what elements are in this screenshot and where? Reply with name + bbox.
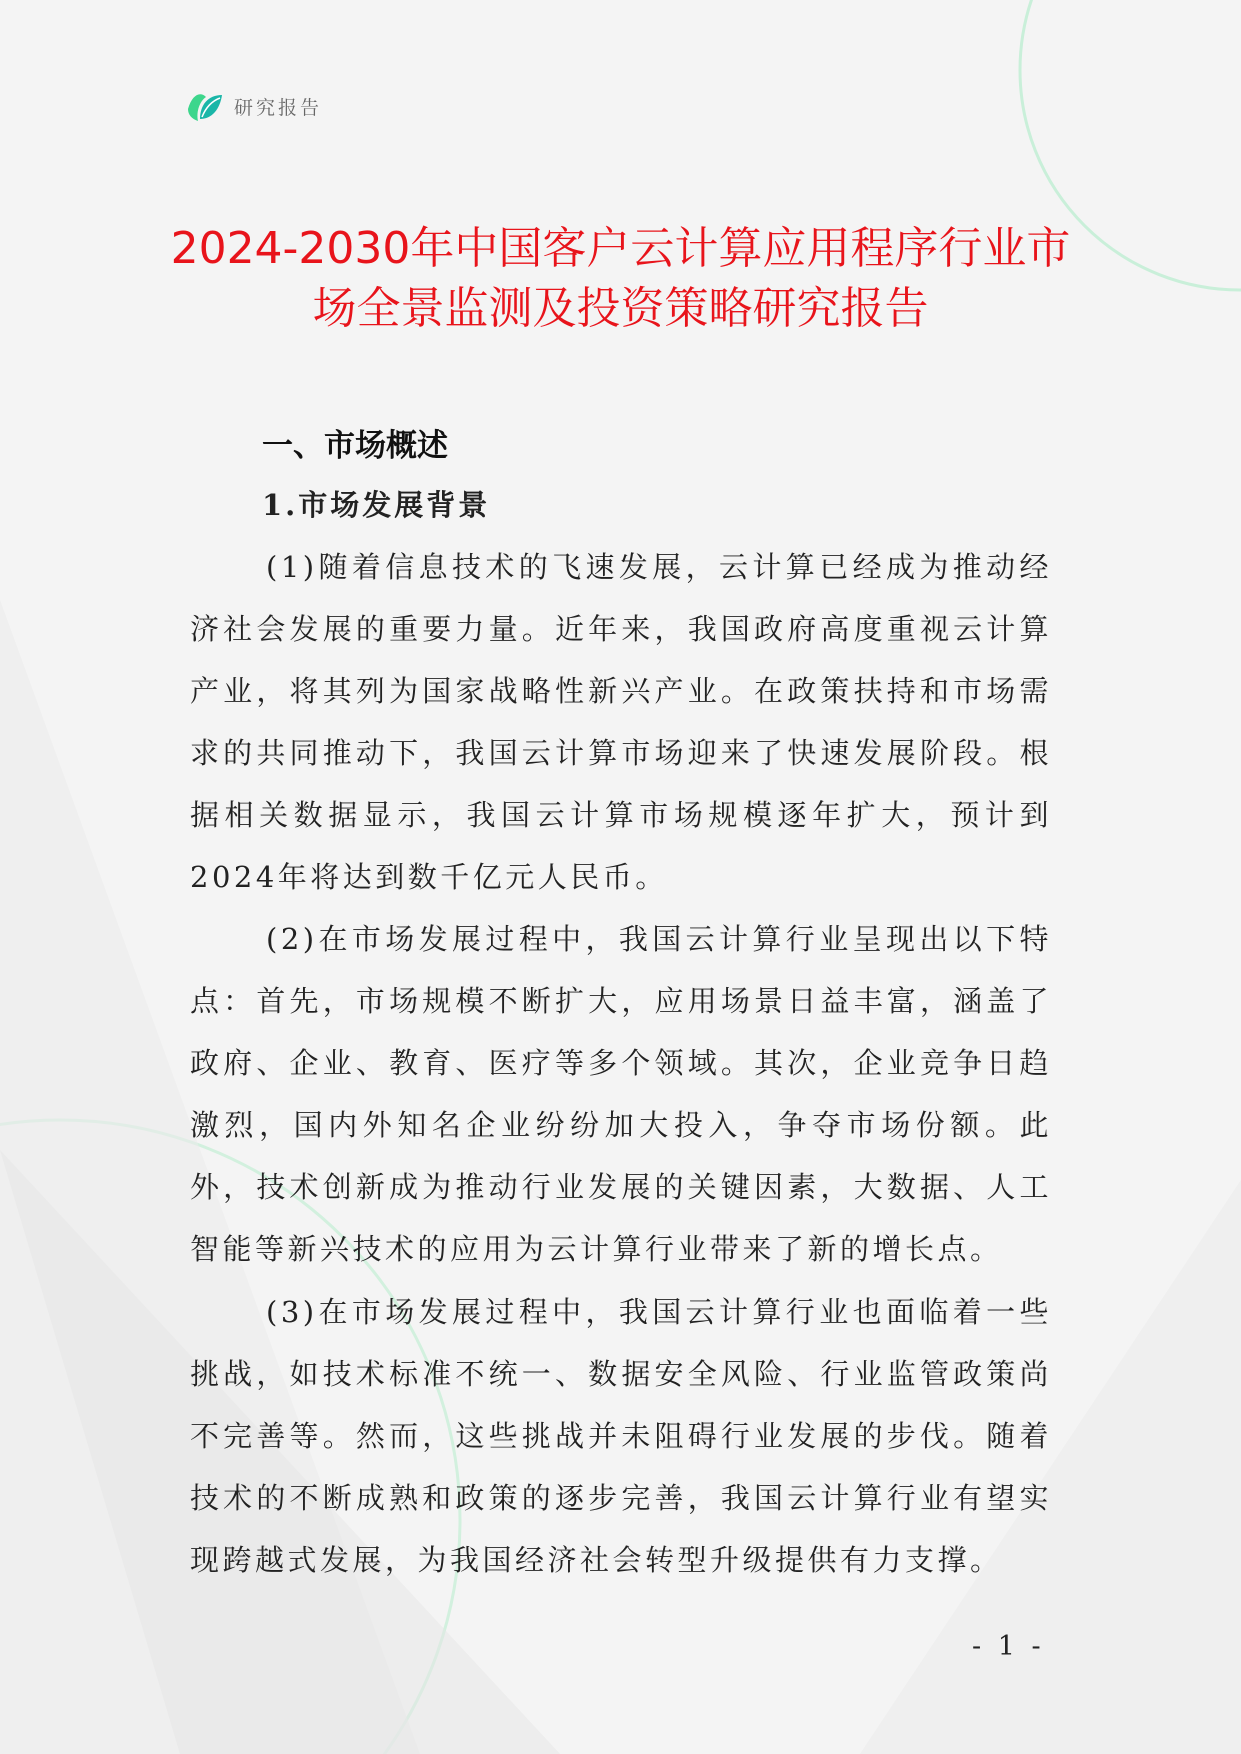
report-title: 2024-2030年中国客户云计算应用程序行业市场全景监测及投资策略研究报告: [170, 223, 1071, 334]
leaf-logo-icon: [186, 89, 224, 123]
section-heading: 一、市场概述: [262, 428, 448, 464]
subsection-heading: 1.市场发展背景: [262, 488, 491, 522]
brand-label: 研究报告: [234, 96, 323, 119]
brand-header: [186, 89, 322, 123]
body-paragraph: (2)在市场发展过程中，我国云计算行业呈现出以下特点：首先，市场规模不断扩大，应用场景日益丰富，涵盖了政府、企业、教育、医疗等多个领域。其次，企业竞争日趋激烈，国内外知名企业纷纷加大投入，争夺市场份额。此外，技术创新成为推动行业发展的关键因素，大数据、人工智能等新兴技术的应用为云计算行业带来了新的增长点。: [190, 922, 1052, 1266]
page-number: - 1 -: [972, 1631, 1045, 1662]
body-paragraph: (3)在市场发展过程中，我国云计算行业也面临着一些挑战，如技术标准不统一、数据安全风险、行业监管政策尚不完善等。然而，这些挑战并未阻碍行业发展的步伐。随着技术的不断成熟和政策的逐步完善，我国云计算行业有望实现跨越式发展，为我国经济社会转型升级提供有力支撑。: [190, 1295, 1052, 1577]
body-paragraph: (1)随着信息技术的飞速发展，云计算已经成为推动经济社会发展的重要力量。近年来，我国政府高度重视云计算产业，将其列为国家战略性新兴产业。在政策扶持和市场需求的共同推动下，我国云计算市场迎来了快速发展阶段。根据相关数据显示，我国云计算市场规模逐年扩大，预计到2024年将达到数千亿元人民币。: [190, 550, 1052, 894]
